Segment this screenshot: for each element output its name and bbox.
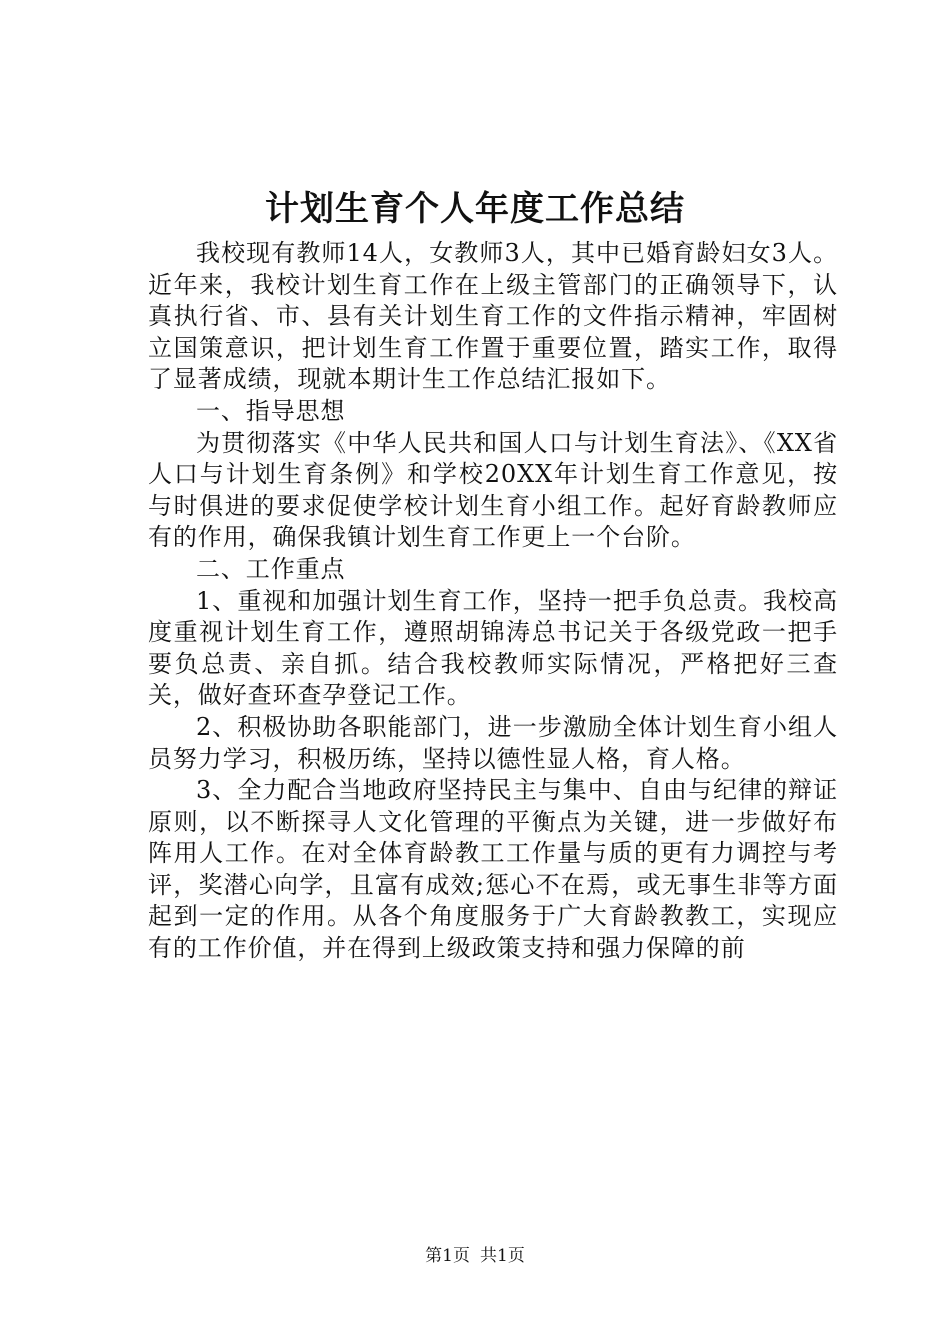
paragraph-guiding-thought: 为贯彻落实《中华人民共和国人口与计划生育法》、《XX省人口与计划生育条例》和学校20XX年计划生育工作意见，按与时俱进的要求促使学校计划生育小组工作。起好育龄教师应有的作用，确保我镇计划生育工作更上一个台阶。 [148, 428, 838, 552]
document-body [148, 238, 838, 965]
paragraph-item-1: 1、重视和加强计划生育工作，坚持一把手负总责。我校高度重视计划生育工作，遵照胡锦涛总书记关于各级党政一把手要负总责、亲自抓。结合我校教师实际情况，严格把好三查关，做好查环查孕登记工作。 [148, 586, 838, 710]
section-heading-guiding-thought: 一、指导思想 [196, 396, 346, 425]
paragraph-item-3: 3、全力配合当地政府坚持民主与集中、自由与纪律的辩证原则，以不断探寻人文化管理的平衡点为关键，进一步做好布阵用人工作。在对全体育龄教工工作量与质的更有力调控与考评，奖潜心向学，且富有成效;惩心不在焉，或无事生非等方面起到一定的作用。从各个角度服务于广大育龄教教工，实现应有的工作价值，并在得到上级政策支持和强力保障的前 [148, 776, 838, 963]
page-number: 第1页 [425, 1246, 470, 1266]
paragraph-intro: 我校现有教师14人，女教师3人，其中已婚育龄妇女3人。近年来，我校计划生育工作在上级主管部门的正确领导下，认真执行省、市、县有关计划生育工作的文件指示精神，牢固树立国策意识，把计划生育工作置于重要位置，踏实工作，取得了显著成绩，现就本期计生工作总结汇报如下。 [148, 239, 838, 394]
document-title: 计划生育个人年度工作总结 [265, 189, 685, 229]
page-footer [0, 1244, 950, 1268]
section-heading-work-focus: 二、工作重点 [196, 554, 346, 583]
paragraph-item-2: 2、积极协助各职能部门，进一步激励全体计划生育小组人员努力学习，积极历练，坚持以德性显人格，育人格。 [148, 712, 838, 773]
page-total: 共1页 [480, 1246, 525, 1266]
